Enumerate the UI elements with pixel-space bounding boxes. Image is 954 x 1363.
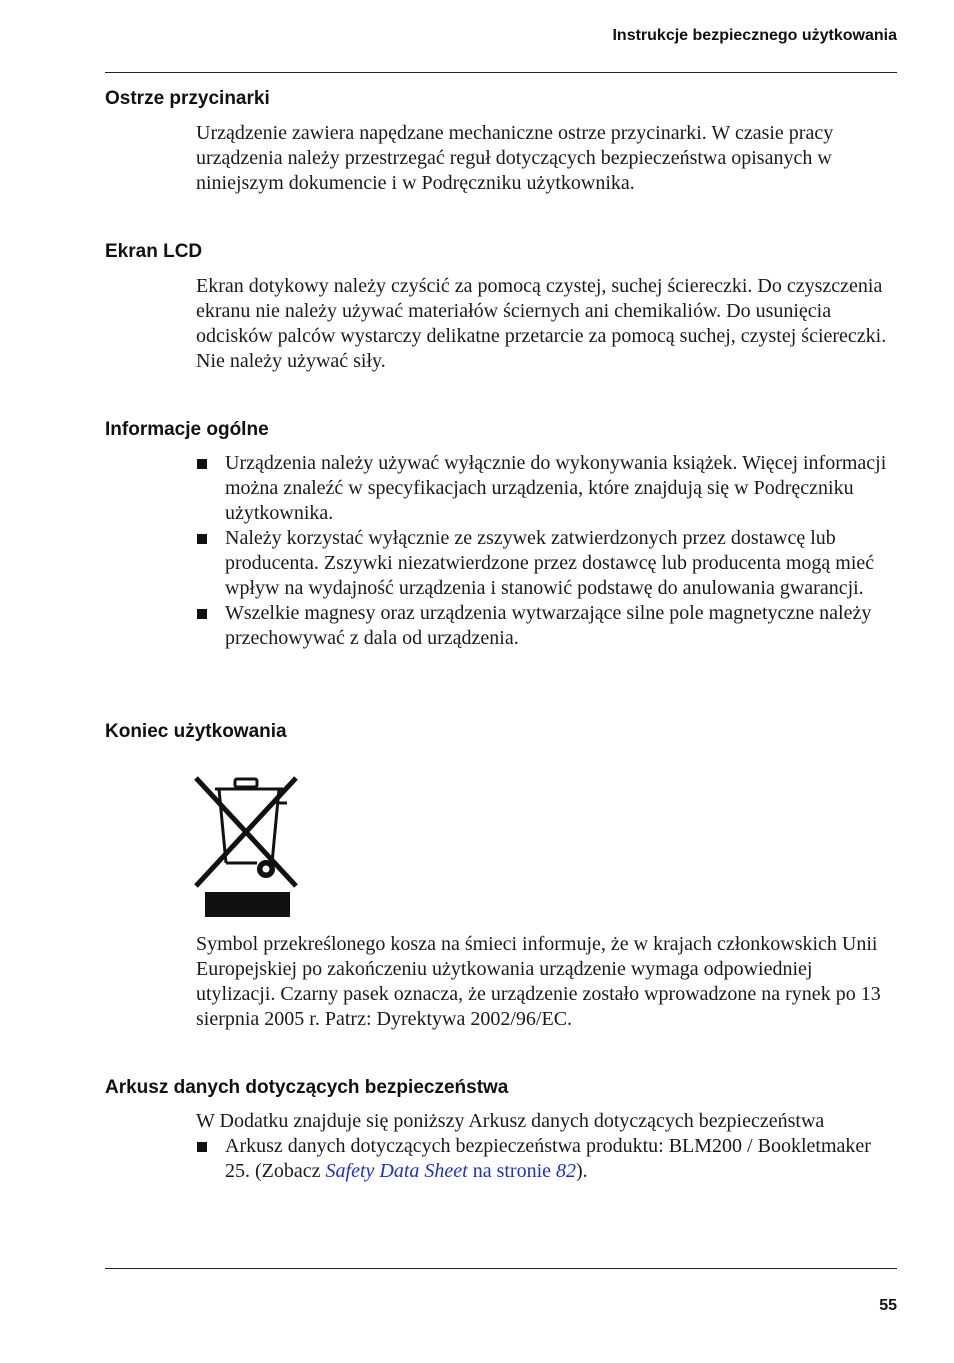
- square-bullet-icon: [197, 1142, 207, 1152]
- page-reference-link[interactable]: na stronie 82: [467, 1160, 577, 1182]
- list-item: Urządzenia należy używać wyłącznie do wykonywania książek. Więcej informacji można znaleźć w specyfikacjach urządzenia, które znajdują się w Podręczniku użytkownika.: [196, 451, 896, 526]
- list-item: Arkusz danych dotyczących bezpieczeństwa produktu: BLM200 / Bookletmaker 25. (Zobacz Safety Data Sheet na stronie 82).: [196, 1134, 896, 1184]
- general-list: [196, 451, 896, 651]
- sds-intro: W Dodatku znajduje się poniższy Arkusz danych dotyczących bezpieczeństwa: [196, 1110, 825, 1132]
- square-bullet-icon: [197, 609, 207, 619]
- sds-list: [196, 1134, 896, 1184]
- header-rule: [105, 72, 897, 73]
- heading-blade: Ostrze przycinarki: [105, 88, 270, 109]
- safety-data-sheet-link[interactable]: Safety Data Sheet: [325, 1160, 468, 1182]
- running-header: Instrukcje bezpiecznego użytkowania: [612, 27, 897, 44]
- heading-sds: Arkusz danych dotyczących bezpieczeństwa: [105, 1077, 509, 1098]
- square-bullet-icon: [197, 534, 207, 544]
- heading-disposal: Koniec użytkowania: [105, 721, 287, 742]
- list-item: Wszelkie magnesy oraz urządzenia wytwarzające silne pole magnetyczne należy przechowywać z dala od urządzenia.: [196, 601, 896, 651]
- heading-lcd: Ekran LCD: [105, 241, 203, 262]
- footer-rule: [105, 1268, 897, 1269]
- heading-general: Informacje ogólne: [105, 419, 269, 440]
- disposal-paragraph: Symbol przekreślonego kosza na śmieci informuje, że w krajach członkowskich Unii Europejskiej po zakończeniu użytkowania urządzenie wymaga odpowiedniej utylizacji. Czarny pasek oznacza, że urządzenie zostało wprowadzone na rynek po 13 sierpnia 2005 r. Patrz: Dyrektywa 2002/96/EC.: [196, 933, 881, 1030]
- square-bullet-icon: [197, 459, 207, 469]
- crossed-out-wheelie-bin-icon: [193, 775, 299, 920]
- page-number: 55: [879, 1297, 897, 1314]
- blade-paragraph: Urządzenie zawiera napędzane mechaniczne ostrze przycinarki. W czasie pracy urządzenia należy przestrzegać reguł dotyczących bezpieczeństwa opisanych w niniejszym dokumencie i w Podręczniku użytkownika.: [196, 122, 834, 194]
- list-item: Należy korzystać wyłącznie ze zszywek zatwierdzonych przez dostawcę lub producenta. Zszywki niezatwierdzone przez dostawcę lub producenta mogą mieć wpływ na wydajność urządzenia i stanowić podstawę do anulowania gwarancji.: [196, 526, 896, 601]
- lcd-paragraph: Ekran dotykowy należy czyścić za pomocą czystej, suchej ściereczki. Do czyszczenia ekranu nie należy używać materiałów ściernych ani chemikaliów. Do usunięcia odcisków palców wystarczy delikatne przetarcie za pomocą suchej, czystej ściereczki. Nie należy używać siły.: [196, 275, 887, 372]
